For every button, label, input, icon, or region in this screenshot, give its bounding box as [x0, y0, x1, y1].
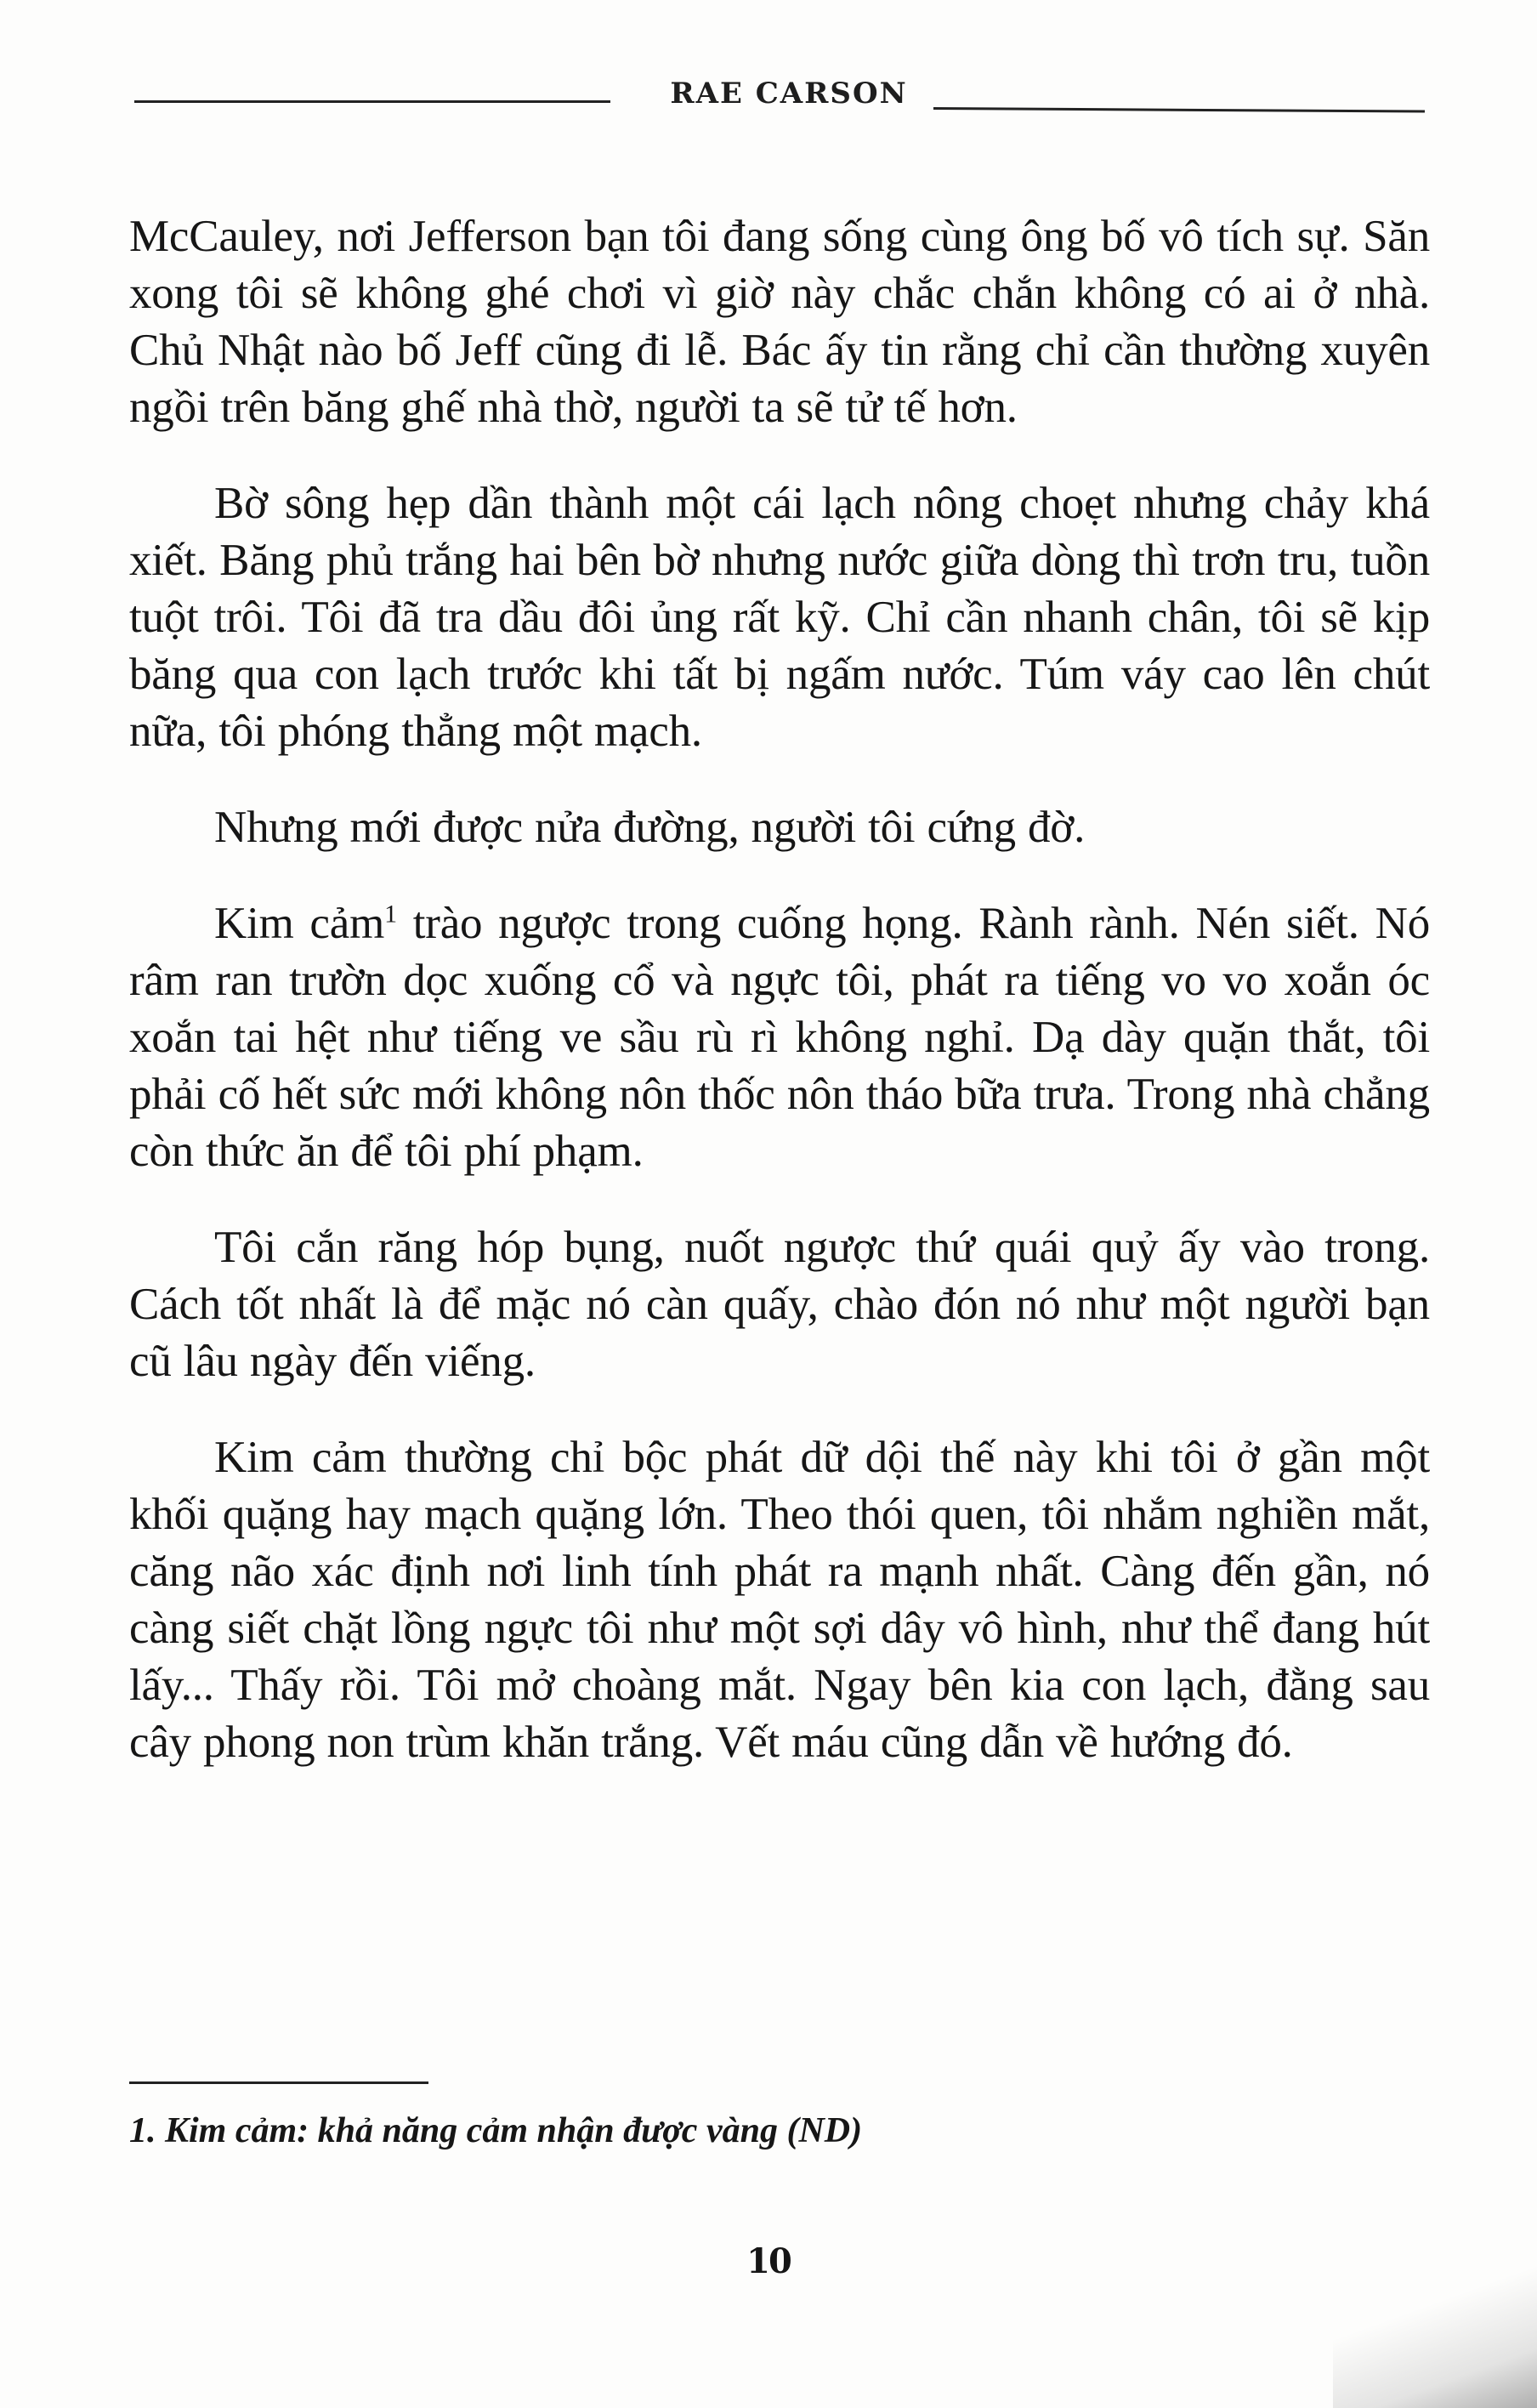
paragraph-5: Tôi cắn răng hóp bụng, nuốt ngược thứ quái quỷ ấy vào trong. Cách tốt nhất là để mặc nó càn quấy, chào đón nó như một người bạn cũ lâu ngày đến viếng. — [129, 1223, 1430, 1386]
paragraph-4 — [129, 895, 1430, 1180]
footnote: 1. Kim cảm: khả năng cảm nhận được vàng (ND) — [129, 2111, 863, 2150]
header-rule-right — [933, 107, 1425, 113]
paragraph-4-start: Kim cảm — [214, 899, 385, 948]
paragraph-3: Nhưng mới được nửa đường, người tôi cứng đờ. — [214, 803, 1086, 852]
paragraph-4-rest: trào ngược trong cuống họng. Rành rành. Nén siết. Nó râm ran trườn dọc xuống cổ và ngực tôi, phát ra tiếng vo vo xoắn óc xoắn tai hệt như tiếng ve sầu rù rì không nghỉ. Dạ dày quặn thắt, tôi phải cố hết sức mới không nôn thốc nôn tháo bữa trưa. Trong nhà chẳng còn thức ăn để tôi phí phạm. — [129, 899, 1430, 1176]
page-number: 10 — [746, 2241, 791, 2281]
paragraph-2: Bờ sông hẹp dần thành một cái lạch nông choẹt nhưng chảy khá xiết. Băng phủ trắng hai bên bờ nhưng nước giữa dòng thì trơn tru, tuồn tuột trôi. Tôi đã tra dầu đôi ủng rất kỹ. Chỉ cần nhanh chân, tôi sẽ kịp băng qua con lạch trước khi tất bị ngấm nước. Túm váy cao lên chút nữa, tôi phóng thẳng một mạch. — [129, 479, 1430, 756]
header-author-name: RAE CARSON — [670, 77, 908, 111]
paragraph-1: McCauley, nơi Jefferson bạn tôi đang sống cùng ông bố vô tích sự. Săn xong tôi sẽ không ghé chơi vì giờ này chắc chắn không có ai ở nhà. Chủ Nhật nào bố Jeff cũng đi lễ. Bác ấy tin rằng chỉ cần thường xuyên ngồi trên băng ghế nhà thờ, người ta sẽ tử tế hơn. — [129, 212, 1430, 432]
paragraph-6: Kim cảm thường chỉ bộc phát dữ dội thế này khi tôi ở gần một khối quặng hay mạch quặng lớn. Theo thói quen, tôi nhắm nghiền mắt, căng não xác định nơi linh tính phát ra mạnh nhất. Càng đến gần, nó càng siết chặt lồng ngực tôi như một sợi dây vô hình, như thể đang hút lấy... Thấy rồi. Tôi mở choàng mắt. Ngay bên kia con lạch, đằng sau cây phong non trùm khăn trắng. Vết máu cũng dẫn về hướng đó. — [129, 1433, 1430, 1767]
footnote-rule — [129, 2081, 428, 2084]
running-header — [134, 77, 1425, 111]
page-edge-shadow — [1333, 2245, 1537, 2408]
header-rule-left — [134, 100, 610, 103]
body-text — [129, 208, 1430, 1810]
footnote-reference: 1 — [384, 900, 397, 929]
